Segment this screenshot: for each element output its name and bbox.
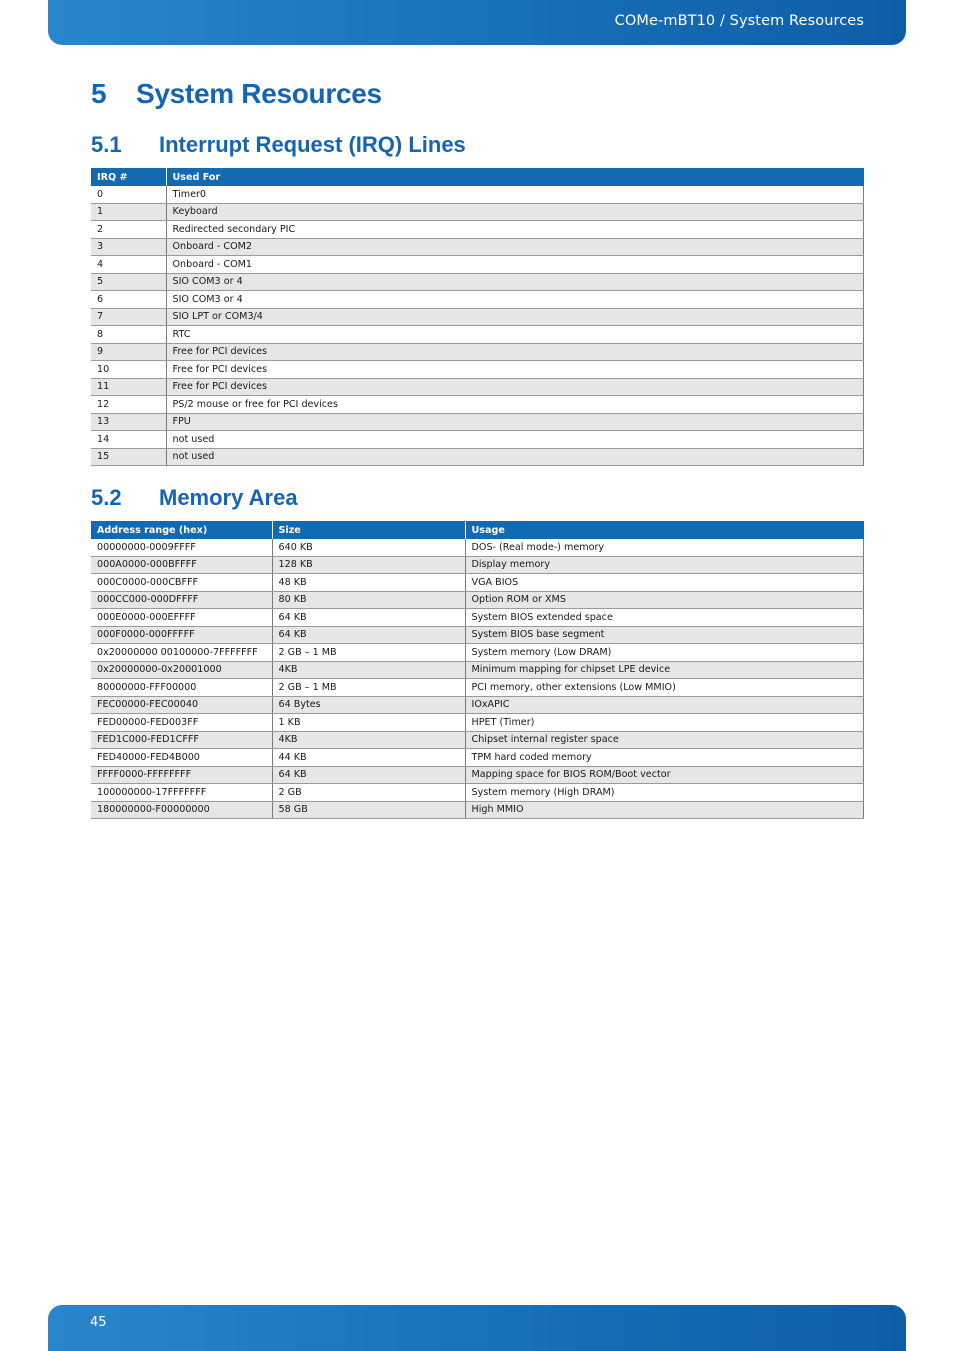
table-row	[91, 574, 864, 592]
size-cell: 2 GB – 1 MB	[272, 644, 465, 662]
irq-number-cell: 11	[91, 378, 166, 396]
used-for-cell: SIO COM3 or 4	[166, 273, 864, 291]
memory-table-header	[91, 521, 864, 539]
table-row	[91, 679, 864, 697]
address-range-cell: 80000000-FFF00000	[91, 679, 272, 697]
table-row	[91, 609, 864, 627]
irq-number-cell: 15	[91, 448, 166, 466]
used-for-cell: SIO COM3 or 4	[166, 291, 864, 309]
table-row	[91, 343, 864, 361]
address-range-cell: 0x20000000-0x20001000	[91, 661, 272, 679]
table-row	[91, 696, 864, 714]
address-range-cell: FED40000-FED4B000	[91, 749, 272, 767]
table-row	[91, 273, 864, 291]
section-heading-memory	[91, 485, 298, 511]
table-row	[91, 661, 864, 679]
address-range-cell: FED00000-FED003FF	[91, 714, 272, 732]
used-for-cell: Redirected secondary PIC	[166, 221, 864, 239]
usage-cell: System memory (Low DRAM)	[465, 644, 864, 662]
table-row	[91, 361, 864, 379]
table-row	[91, 238, 864, 256]
irq-number-cell: 13	[91, 413, 166, 431]
table-row	[91, 431, 864, 449]
column-header-size: Size	[272, 521, 465, 539]
usage-cell: Option ROM or XMS	[465, 591, 864, 609]
irq-number-cell: 14	[91, 431, 166, 449]
usage-cell: System BIOS base segment	[465, 626, 864, 644]
section-title-memory: Memory Area	[159, 485, 298, 510]
column-header-usage: Usage	[465, 521, 864, 539]
size-cell: 64 KB	[272, 609, 465, 627]
used-for-cell: Timer0	[166, 186, 864, 203]
usage-cell: High MMIO	[465, 801, 864, 819]
irq-number-cell: 4	[91, 256, 166, 274]
table-row	[91, 413, 864, 431]
irq-number-cell: 5	[91, 273, 166, 291]
address-range-cell: 000E0000-000EFFFF	[91, 609, 272, 627]
table-row	[91, 556, 864, 574]
size-cell: 80 KB	[272, 591, 465, 609]
irq-number-cell: 10	[91, 361, 166, 379]
size-cell: 58 GB	[272, 801, 465, 819]
table-row	[91, 749, 864, 767]
irq-table	[91, 168, 864, 466]
section-heading-irq	[91, 132, 466, 158]
section-number-irq: 5.1	[91, 132, 122, 157]
table-row	[91, 203, 864, 221]
size-cell: 4KB	[272, 731, 465, 749]
memory-table-body	[91, 539, 864, 819]
table-row	[91, 326, 864, 344]
table-row	[91, 396, 864, 414]
irq-number-cell: 8	[91, 326, 166, 344]
table-row	[91, 591, 864, 609]
usage-cell: HPET (Timer)	[465, 714, 864, 732]
chapter-title: System Resources	[136, 78, 382, 109]
memory-table	[91, 521, 864, 819]
used-for-cell: Onboard - COM2	[166, 238, 864, 256]
irq-number-cell: 7	[91, 308, 166, 326]
usage-cell: PCI memory, other extensions (Low MMIO)	[465, 679, 864, 697]
size-cell: 1 KB	[272, 714, 465, 732]
usage-cell: Mapping space for BIOS ROM/Boot vector	[465, 766, 864, 784]
page-header-bar	[48, 0, 906, 45]
size-cell: 128 KB	[272, 556, 465, 574]
usage-cell: Minimum mapping for chipset LPE device	[465, 661, 864, 679]
section-number-memory: 5.2	[91, 485, 122, 510]
size-cell: 48 KB	[272, 574, 465, 592]
address-range-cell: 00000000-0009FFFF	[91, 539, 272, 556]
irq-number-cell: 1	[91, 203, 166, 221]
usage-cell: Display memory	[465, 556, 864, 574]
header-title: COMe-mBT10 / System Resources	[614, 13, 864, 29]
used-for-cell: not used	[166, 448, 864, 466]
column-header-used-for: Used For	[166, 168, 864, 186]
used-for-cell: Onboard - COM1	[166, 256, 864, 274]
table-row	[91, 644, 864, 662]
column-header-irq-number: IRQ #	[91, 168, 166, 186]
page-footer-bar	[48, 1305, 906, 1351]
table-row	[91, 186, 864, 203]
address-range-cell: 000CC000-000DFFFF	[91, 591, 272, 609]
table-row	[91, 766, 864, 784]
usage-cell: DOS- (Real mode-) memory	[465, 539, 864, 556]
irq-number-cell: 3	[91, 238, 166, 256]
table-row	[91, 308, 864, 326]
table-row	[91, 448, 864, 466]
used-for-cell: RTC	[166, 326, 864, 344]
usage-cell: TPM hard coded memory	[465, 749, 864, 767]
address-range-cell: 180000000-F00000000	[91, 801, 272, 819]
used-for-cell: SIO LPT or COM3/4	[166, 308, 864, 326]
section-title-irq: Interrupt Request (IRQ) Lines	[159, 132, 466, 157]
table-row	[91, 539, 864, 556]
used-for-cell: not used	[166, 431, 864, 449]
used-for-cell: FPU	[166, 413, 864, 431]
usage-cell: System memory (High DRAM)	[465, 784, 864, 802]
table-row	[91, 221, 864, 239]
irq-number-cell: 6	[91, 291, 166, 309]
address-range-cell: 0x20000000 00100000-7FFFFFFF	[91, 644, 272, 662]
address-range-cell: 000A0000-000BFFFF	[91, 556, 272, 574]
size-cell: 2 GB	[272, 784, 465, 802]
address-range-cell: 000C0000-000CBFFF	[91, 574, 272, 592]
address-range-cell: FED1C000-FED1CFFF	[91, 731, 272, 749]
address-range-cell: 000F0000-000FFFFF	[91, 626, 272, 644]
used-for-cell: PS/2 mouse or free for PCI devices	[166, 396, 864, 414]
chapter-number: 5	[91, 78, 107, 109]
size-cell: 64 KB	[272, 626, 465, 644]
used-for-cell: Free for PCI devices	[166, 361, 864, 379]
irq-number-cell: 0	[91, 186, 166, 203]
table-row	[91, 801, 864, 819]
size-cell: 640 KB	[272, 539, 465, 556]
chapter-heading	[91, 78, 382, 110]
usage-cell: Chipset internal register space	[465, 731, 864, 749]
table-row	[91, 291, 864, 309]
table-row	[91, 626, 864, 644]
size-cell: 2 GB – 1 MB	[272, 679, 465, 697]
table-row	[91, 256, 864, 274]
table-row	[91, 714, 864, 732]
irq-number-cell: 2	[91, 221, 166, 239]
used-for-cell: Free for PCI devices	[166, 378, 864, 396]
irq-table-body	[91, 186, 864, 466]
size-cell: 64 KB	[272, 766, 465, 784]
size-cell: 64 Bytes	[272, 696, 465, 714]
used-for-cell: Keyboard	[166, 203, 864, 221]
used-for-cell: Free for PCI devices	[166, 343, 864, 361]
table-row	[91, 378, 864, 396]
address-range-cell: FFFF0000-FFFFFFFF	[91, 766, 272, 784]
usage-cell: VGA BIOS	[465, 574, 864, 592]
table-row	[91, 731, 864, 749]
address-range-cell: FEC00000-FEC00040	[91, 696, 272, 714]
address-range-cell: 100000000-17FFFFFFF	[91, 784, 272, 802]
size-cell: 4KB	[272, 661, 465, 679]
irq-number-cell: 12	[91, 396, 166, 414]
irq-table-header	[91, 168, 864, 186]
page-number: 45	[90, 1315, 107, 1330]
column-header-address-range: Address range (hex)	[91, 521, 272, 539]
table-row	[91, 784, 864, 802]
usage-cell: IOxAPIC	[465, 696, 864, 714]
irq-number-cell: 9	[91, 343, 166, 361]
size-cell: 44 KB	[272, 749, 465, 767]
usage-cell: System BIOS extended space	[465, 609, 864, 627]
